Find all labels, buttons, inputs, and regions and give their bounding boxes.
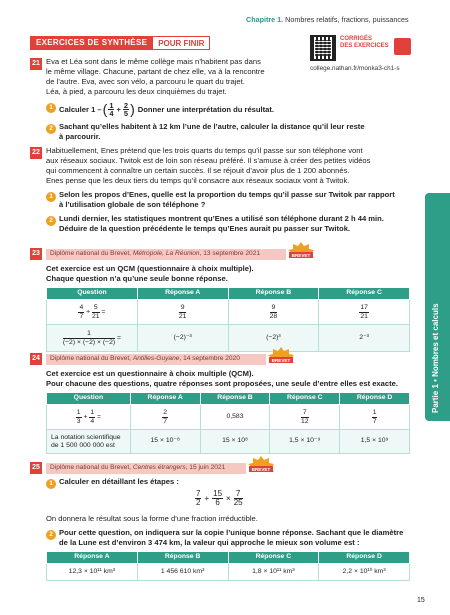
ex25-band-c: , 15 juin 2021 (185, 464, 226, 472)
side-tab-label: Partie 1 • Nombres et calculs (431, 303, 440, 413)
table-header: Réponse D (340, 393, 410, 405)
ex25-band-a: Diplôme national du Brevet, (50, 464, 132, 472)
ex25-q2-line1: Pour cette question, on indiquera sur la copie l’unique bonne réponse. Sachant que le diamètre (59, 528, 404, 537)
ex21-q2-line2: à parcourir. (59, 132, 101, 141)
exercise-number-25: 25 (30, 462, 42, 474)
exercise-number-23: 23 (30, 248, 42, 260)
ex24-source-band (46, 354, 266, 365)
question-bullet-1: 1 (46, 192, 56, 202)
chapter-title: Nombres relatifs, fractions, puissances (285, 15, 409, 24)
table-header: Réponse D (319, 552, 410, 564)
badge-text: BREVET (271, 358, 291, 363)
question-bullet-1: 1 (46, 479, 56, 489)
table-row: $\frac{1}{(-2) \times (-2) \times (-2)}$ = (−2)⁻³ (−2)³ 2⁻³ (47, 325, 410, 352)
ex22-q2-line1: Lundi dernier, les statistiques montrent qu’Enes a utilisé son téléphone durant 2 h 44 min. (59, 214, 384, 223)
question-bullet-2: 2 (46, 124, 56, 134)
ex23-line2: Chaque question n’a qu’une seule bonne réponse. (46, 274, 228, 283)
badge-text: BREVET (291, 253, 311, 258)
ex21-line3: de l’autre. Eva, avec son vélo, a parcouru le quart du trajet. (46, 77, 245, 86)
ex25-line-after: On donnera le résultat sous la forme d’une fraction irréductible. (46, 514, 258, 523)
ex21-line4: Léa, à pied, a parcouru les deux cinquièmes du trajet. (46, 87, 227, 96)
question-bullet-1: 1 (46, 103, 56, 113)
ex21-line2: le même village. Chacune, partant de chez elle, va à la rencontre (46, 67, 265, 76)
ex23-line1: Cet exercice est un QCM (questionnaire à choix multiple). (46, 264, 254, 273)
book-icon (394, 38, 411, 55)
ex22-line4: Enes pense que les deux tiers du temps qu’il consacre aux réseaux sociaux vont à Twitok. (46, 176, 350, 185)
ex22-q2-line2: Déduire de la question précédente le temps qu’Enes aurait pu passer sur Twitok. (59, 224, 351, 233)
brevet-badge-icon (246, 456, 276, 476)
qr-code-icon[interactable] (310, 35, 336, 61)
ex24-line2: Pour chacune des questions, quatre réponses sont proposées, une seule d’entre elles est exacte. (46, 379, 398, 388)
corriges-label (340, 36, 389, 50)
ex24-band-c: , 14 septembre 2020 (179, 355, 240, 363)
table-header: Réponse A (130, 393, 200, 405)
ex21-q1: Calculer 1 – ( $\frac{1}{4}$ + $\frac{2}{5}$ ) Donner une interprétation du résultat. (59, 100, 275, 119)
ribbon-main: EXERCICES DE SYNTHÈSE (30, 36, 153, 50)
section-ribbon (30, 35, 210, 50)
ex25-q2-line2: de la Lune est d’environ 3 474 km, la valeur qui approche le mieux son volume est : (59, 538, 360, 547)
ex21-q1-text: Calculer 1 – (59, 105, 102, 115)
table-header: Réponse A (47, 552, 138, 564)
ex22-line1: Habituellement, Enes prétend que les trois quarts du temps qu’il passe sur son téléphone vont (46, 146, 363, 155)
table-header: Question (47, 288, 138, 300)
table-header: Réponse B (228, 288, 319, 300)
table-header: Réponse B (137, 552, 228, 564)
corriges-line1: CORRIGÉS (340, 36, 373, 42)
side-tab (425, 193, 450, 421)
table-header: Question (47, 393, 131, 405)
ex24-band-a: Diplôme national du Brevet, (50, 355, 132, 363)
ex22-line2: aux réseaux sociaux. Twitok est de loin son réseau préféré. Il s’amuse à créer des petites vidéos (46, 156, 371, 165)
table-row: $\frac{4}{7}$ + $\frac{5}{21}$ = $\frac{9}{21}$ $\frac{9}{28}$ $\frac{17}{21}$ (47, 300, 410, 325)
ex24-band-b: Antilles-Guyane (132, 355, 180, 363)
ex22-line3: qui commencent à connaître un certain succès. Il se réjouit d’avoir plus de 1 200 abonnés. (46, 166, 350, 175)
ex25-q1: Calculer en détaillant les étapes : (59, 477, 179, 486)
table-header: Réponse B (200, 393, 270, 405)
ex23-band-b: Métropole, La Réunion (132, 250, 200, 258)
brevet-badge-icon (266, 347, 296, 367)
table-header: Réponse C (228, 552, 319, 564)
badge-text: BREVET (251, 467, 271, 472)
question-bullet-2: 2 (46, 530, 56, 540)
ex22-q1-line1: Selon les propos d’Enes, quelle est la proportion du temps qu’il passe sur Twitok par rapport (59, 190, 395, 199)
exercise-number-21: 21 (30, 58, 42, 70)
ex21-q2-line1: Sachant qu’elles habitent à 12 km l’une de l’autre, calculer la distance qu’il leur reste (59, 122, 365, 131)
chapter-label: Chapitre 1. (246, 15, 284, 24)
page-number: 15 (417, 597, 425, 604)
ex25-formula: $\frac{7}{2}$ + $\frac{15}{6}$ × $\frac{7}{25}$ (196, 489, 243, 508)
table-row: 12,3 × 10¹¹ km³ 1 456 610 km³ 1,8 × 10¹¹ km³ 2,2 × 10¹⁰ km³ (47, 564, 410, 581)
ex23-table (46, 287, 410, 352)
ex24-line1: Cet exercice est un questionnaire à choix multiple (QCM). (46, 369, 254, 378)
brevet-badge-icon (286, 242, 316, 262)
ex25-band-b: Centres étrangers (132, 464, 186, 472)
ex21-q1-suffix: Donner une interprétation du résultat. (137, 105, 275, 115)
table-row: $\frac{1}{3}$ + $\frac{1}{4}$ = $\frac{2}{7}$ 0,583 $\frac{7}{12}$ $\frac{1}{7}$ (47, 405, 410, 430)
ex23-source-band (46, 249, 286, 260)
ex23-band-a: Diplôme national du Brevet, (50, 250, 132, 258)
corriges-line2: DES EXERCICES (340, 42, 389, 49)
table-row: La notation scientifique de 1 500 000 000 est 15 × 10⁻⁸ 15 × 10⁸ 1,5 × 10⁻⁹ 1,5 × 10⁹ (47, 430, 410, 454)
corriges-link[interactable]: college.nathan.fr/monka3-ch1-s (310, 65, 400, 72)
table-header: Réponse C (270, 393, 340, 405)
ex23-band-c: , 13 septembre 2021 (199, 250, 261, 258)
ex25-table (46, 551, 410, 581)
question-bullet-2: 2 (46, 216, 56, 226)
exercise-number-22: 22 (30, 147, 42, 159)
table-header: Réponse A (137, 288, 228, 300)
ex24-table (46, 392, 410, 454)
ex25-source-band (46, 463, 246, 474)
ex21-line1: Eva et Léa sont dans le même collège mais n’habitent pas dans (46, 57, 261, 66)
ribbon-end: POUR FINIR (153, 36, 210, 50)
chapter-header (246, 15, 409, 24)
table-header: Réponse C (319, 288, 410, 300)
ex22-q1-line2: à l’utilisation globale de son téléphone ? (59, 200, 206, 209)
exercise-number-24: 24 (30, 353, 42, 365)
